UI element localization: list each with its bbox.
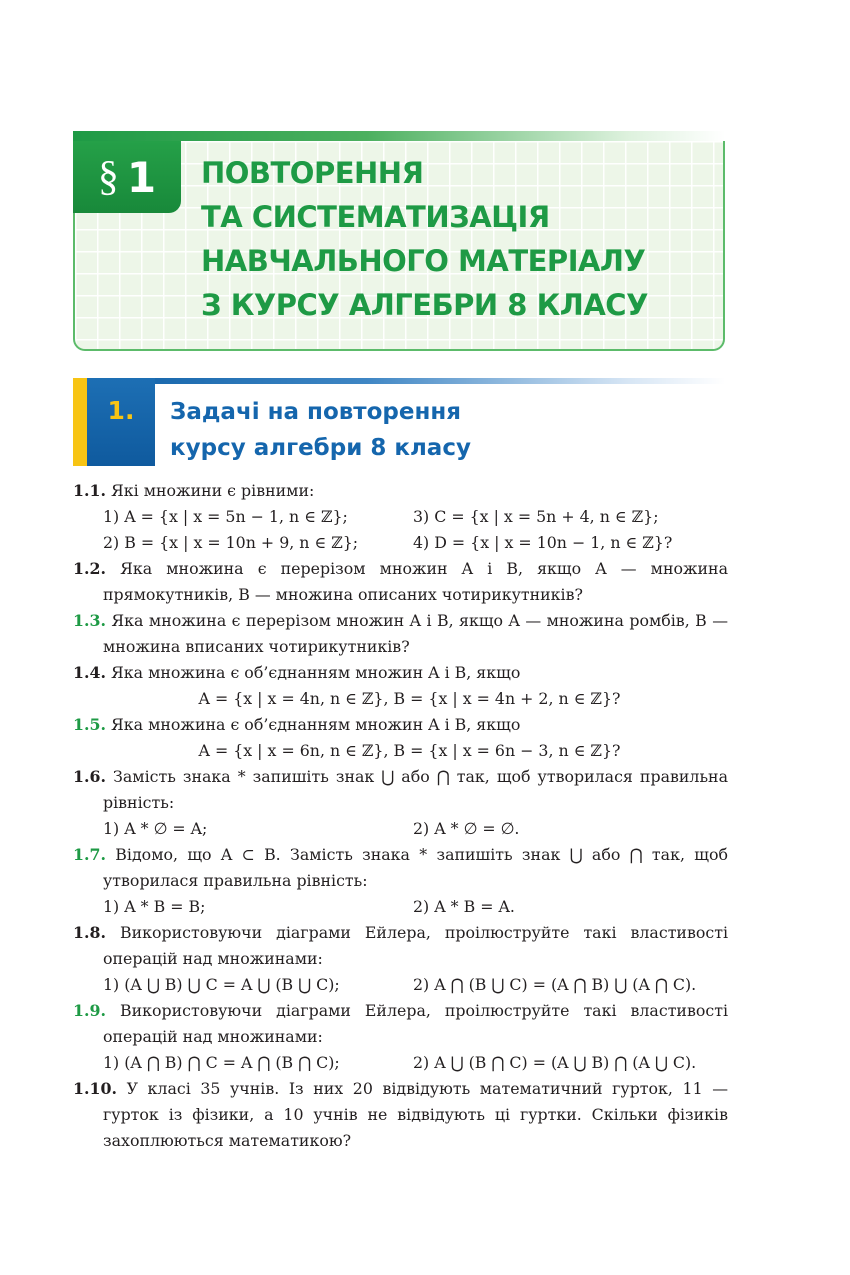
problem-1-1 bbox=[73, 478, 728, 556]
section-header bbox=[73, 378, 725, 468]
section-top-rule bbox=[73, 378, 725, 384]
problem-1-10 bbox=[73, 1076, 728, 1154]
section-number: 1. bbox=[87, 378, 155, 466]
problem-text: Відомо, що A ⊂ B. Замість знака * запишіть знак ⋃ або ⋂ так, щоб утворилася правильна рівність: bbox=[103, 845, 728, 890]
option-2: 2) A * ∅ = ∅. bbox=[413, 819, 520, 838]
section-title bbox=[170, 394, 710, 466]
section-title-line: Задачі на повторення bbox=[170, 399, 462, 425]
problems-list bbox=[73, 478, 728, 1154]
problem-number: 1.1. bbox=[73, 481, 106, 500]
option-1: 1) (A ⋃ B) ⋃ C = A ⋃ (B ⋃ C); bbox=[103, 975, 340, 994]
problem-number: 1.7. bbox=[73, 845, 106, 864]
problem-number: 1.4. bbox=[73, 663, 106, 682]
problem-text: Яка множина є перерізом множин A і B, якщо A — множина прямокутників, B — множина описаних чотирикутників? bbox=[103, 559, 728, 604]
problem-1-2 bbox=[73, 556, 728, 608]
chapter-title-line: З КУРСУ АЛГЕБРИ 8 КЛАСУ bbox=[201, 288, 648, 322]
option-2: 2) B = {x | x = 10n + 9, n ∈ ℤ}; bbox=[103, 533, 359, 552]
problem-text: Яка множина є об’єднанням множин A і B, якщо bbox=[111, 715, 521, 734]
option-2: 2) A ⋃ (B ⋂ C) = (A ⋃ B) ⋂ (A ⋃ C). bbox=[413, 1053, 697, 1072]
problem-1-4 bbox=[73, 660, 728, 712]
problem-1-7 bbox=[73, 842, 728, 920]
problem-1-9 bbox=[73, 998, 728, 1076]
option-1: 1) A * ∅ = A; bbox=[103, 819, 208, 838]
option-4: 4) D = {x | x = 10n − 1, n ∈ ℤ}? bbox=[413, 533, 673, 552]
chapter-badge bbox=[73, 141, 181, 213]
option-3: 3) C = {x | x = 5n + 4, n ∈ ℤ}; bbox=[413, 507, 659, 526]
problem-text: Яка множина є перерізом множин A і B, якщо A — множина ромбів, B — множина вписаних чотирикутників? bbox=[103, 611, 728, 656]
problem-number: 1.8. bbox=[73, 923, 106, 942]
option-2: 2) A ⋂ (B ⋃ C) = (A ⋂ B) ⋃ (A ⋂ C). bbox=[413, 975, 697, 994]
problem-text: Використовуючи діаграми Ейлера, проілюструйте такі властивості операцій над множинами: bbox=[103, 923, 729, 968]
section-yellow-bar bbox=[73, 378, 87, 466]
problem-1-5 bbox=[73, 712, 728, 764]
problem-1-6 bbox=[73, 764, 728, 842]
problem-formula: A = {x | x = 6n, n ∈ ℤ}, B = {x | x = 6n − 3, n ∈ ℤ}? bbox=[198, 741, 621, 760]
problem-1-3 bbox=[73, 608, 728, 660]
problem-1-8 bbox=[73, 920, 728, 998]
problem-formula: A = {x | x = 4n, n ∈ ℤ}, B = {x | x = 4n + 2, n ∈ ℤ}? bbox=[198, 689, 621, 708]
problem-text: Які множини є рівними: bbox=[111, 481, 315, 500]
chapter-header bbox=[73, 131, 725, 352]
chapter-number: 1 bbox=[126, 152, 157, 202]
section-sign: § bbox=[97, 154, 119, 200]
problem-text: У класі 35 учнів. Із них 20 відвідують математичний гурток, 11 — гурток із фізики, а 10 учнів не відвідують ці гуртки. Скільки фізиків захоплюються математикою? bbox=[103, 1079, 728, 1150]
chapter-title-line: ПОВТОРЕННЯ bbox=[201, 156, 424, 190]
chapter-title bbox=[201, 151, 721, 327]
chapter-top-rule bbox=[73, 131, 725, 141]
problem-text: Використовуючи діаграми Ейлера, проілюструйте такі властивості операцій над множинами: bbox=[103, 1001, 729, 1046]
chapter-title-line: НАВЧАЛЬНОГО МАТЕРІАЛУ bbox=[201, 244, 646, 278]
problem-text: Замість знака * запишіть знак ⋃ або ⋂ так, щоб утворилася правильна рівність: bbox=[103, 767, 728, 812]
problem-number: 1.2. bbox=[73, 559, 106, 578]
option-1: 1) A = {x | x = 5n − 1, n ∈ ℤ}; bbox=[103, 507, 348, 526]
option-1: 1) (A ⋂ B) ⋂ C = A ⋂ (B ⋂ C); bbox=[103, 1053, 340, 1072]
problem-number: 1.10. bbox=[73, 1079, 117, 1098]
problem-text: Яка множина є об’єднанням множин A і B, якщо bbox=[111, 663, 521, 682]
option-2: 2) A * B = A. bbox=[413, 897, 515, 916]
problem-number: 1.5. bbox=[73, 715, 106, 734]
problem-number: 1.9. bbox=[73, 1001, 106, 1020]
chapter-title-line: ТА СИСТЕМАТИЗАЦІЯ bbox=[201, 200, 550, 234]
section-title-line: курсу алгебри 8 класу bbox=[170, 435, 471, 461]
option-1: 1) A * B = B; bbox=[103, 897, 206, 916]
problem-number: 1.6. bbox=[73, 767, 106, 786]
problem-number: 1.3. bbox=[73, 611, 106, 630]
